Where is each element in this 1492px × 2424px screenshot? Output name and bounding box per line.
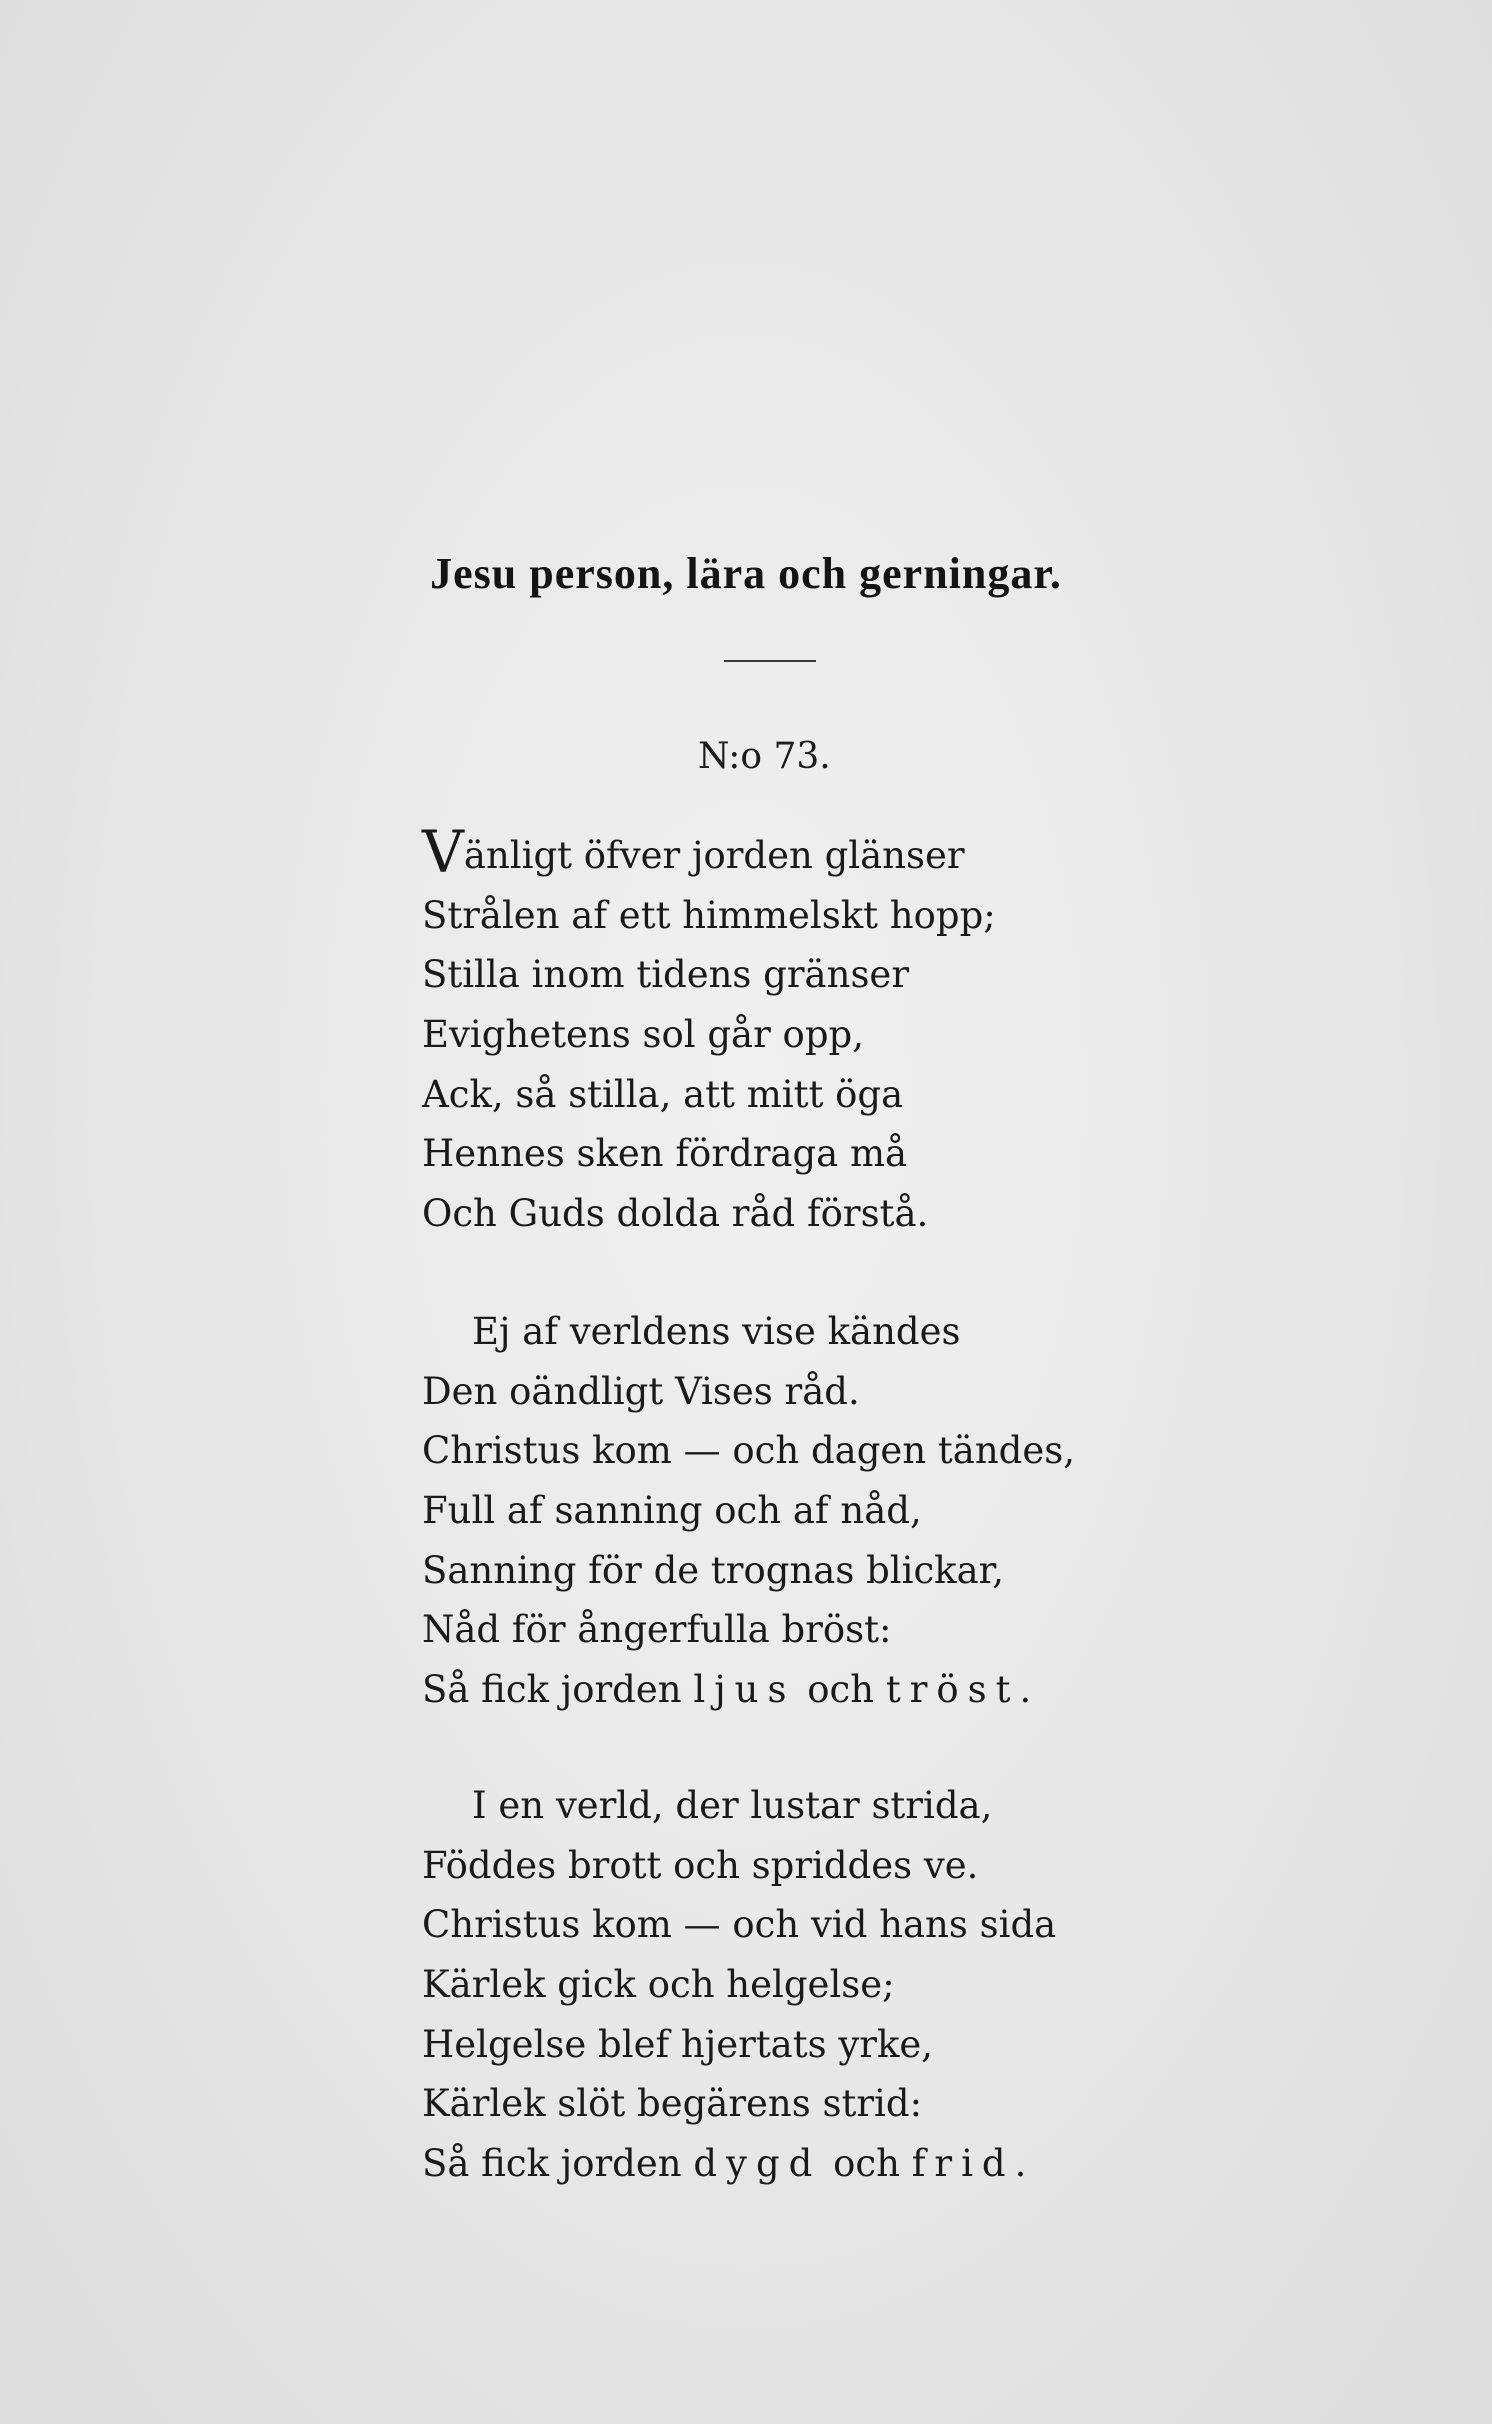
verse-line: Kärlek gick och helgelse; — [422, 1963, 895, 2007]
verse-line: Helgelse blef hjertats yrke, — [422, 2022, 934, 2066]
verse-line: Föddes brott och spriddes ve. — [422, 1843, 979, 1887]
verse-line: Evighetens sol går opp, — [422, 1013, 864, 1057]
verse-line: Hennes sken fördraga må — [422, 1132, 908, 1176]
verse-line: Strålen af ett himmelskt hopp; — [422, 893, 996, 937]
page-title: Jesu person, lära och gerningar. — [430, 549, 1062, 598]
verse-line — [422, 818, 1182, 886]
stanza-2 — [422, 1302, 1182, 1720]
verse-line: Nåd för ångerfulla bröst: — [422, 1608, 892, 1652]
refrain-emphasis: frid. — [911, 2142, 1036, 2186]
refrain-lead: Så fick jorden — [422, 2142, 694, 2186]
verse-line-text: änligt öfver jorden glänser — [463, 834, 965, 877]
refrain-lead: Så fick jorden — [422, 1668, 694, 1712]
verse-line: Stilla inom tidens gränser — [422, 953, 910, 997]
verse-line: Christus kom — och dagen tändes, — [422, 1429, 1075, 1473]
verse-line: Den oändligt Vises råd. — [422, 1369, 860, 1413]
refrain-mid: och — [795, 1668, 886, 1712]
verse-line: Full af sanning och af nåd, — [422, 1489, 922, 1533]
stanza-1 — [422, 818, 1182, 1244]
stanza-3 — [422, 1776, 1182, 2194]
verse-line: Ej af verldens vise kändes — [472, 1310, 961, 1353]
refrain-emphasis: tröst. — [885, 1668, 1041, 1712]
refrain-emphasis: ljus — [693, 1668, 796, 1712]
hymn-number: N:o 73. — [698, 736, 831, 777]
refrain-mid: och — [821, 2142, 912, 2186]
verse-line-refrain — [422, 2134, 1182, 2194]
verse-line: Christus kom — och vid hans sida — [422, 1903, 1057, 1947]
refrain-emphasis: dygd — [693, 2142, 822, 2186]
drop-cap: V — [422, 818, 464, 886]
verse-line: Sanning för de trognas blickar, — [422, 1548, 1005, 1592]
verse-line: Och Guds dolda råd förstå. — [422, 1192, 929, 1236]
verse-line: I en verld, der lustar strida, — [472, 1784, 993, 1827]
verse-line: Ack, så stilla, att mitt öga — [422, 1072, 904, 1116]
verse-line: Kärlek slöt begärens strid: — [422, 2082, 923, 2126]
verse-line-refrain — [422, 1660, 1182, 1720]
title-divider — [724, 660, 816, 662]
